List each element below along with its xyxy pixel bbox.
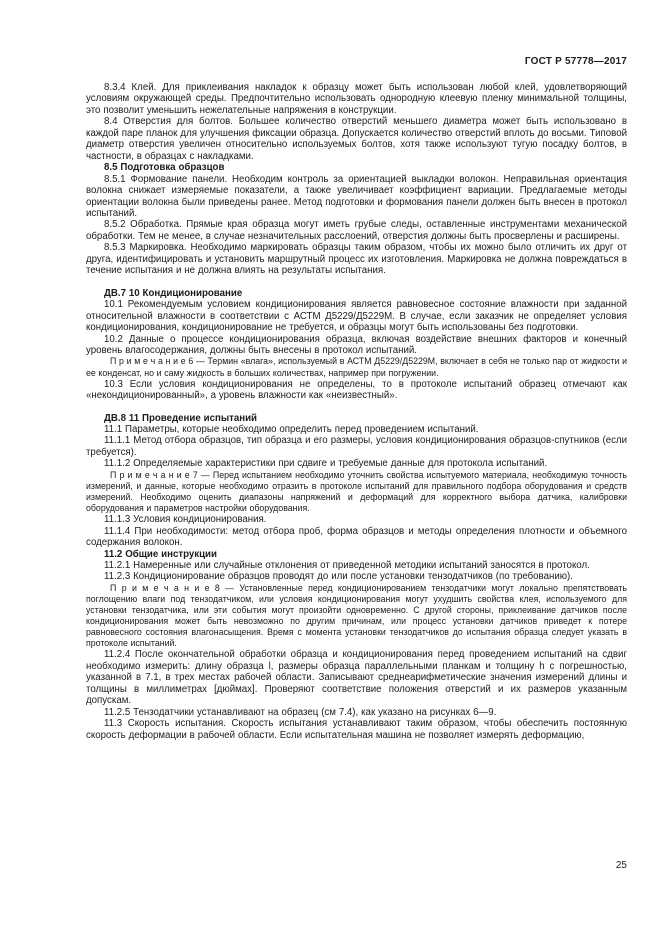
paragraph: 10.2 Данные о процессе кондиционирования образца, включая воздействие внешних факторов и конечный уровень влагосодержания, должны быть внесены в протокол испытаний. bbox=[86, 333, 627, 356]
paragraph: 11.1.2 Определяемые характеристики при сдвиге и требуемые данные для протокола испытаний. bbox=[104, 458, 548, 470]
paragraph: 8.5.1 Формование панели. Необходим контроль за ориентацией выкладки волокон. Неправильная ориентация волокна снижает измеряемые показатели, а также увеличивает коэффициент вариации. Предлагаемые методы ориентации волокна были приведены ранее. Метод подготовки и формования панели должен быть внесен в протокол испытаний. bbox=[86, 173, 627, 219]
paragraph: 11.2.1 Намеренные или случайные отклонения от приведенной методики испытаний заносятся в протокол. bbox=[104, 559, 590, 571]
page-footer bbox=[86, 860, 627, 871]
note-paragraph: П р и м е ч а н и е 6 — Термин «влага», используемый в АСТМ Д5229/Д5229М, включает в себя не только пар от жидкости и ее конденсат, но и саму жидкость в больших количествах, например при погружении. bbox=[86, 356, 627, 378]
paragraph: 8.5.2 Обработка. Прямые края образца могут иметь грубые следы, оставленные инструментами механической обработки. Тем не менее, в случае незначительных расслоений, отверстия должны быть просверлены и расширены. bbox=[86, 219, 627, 242]
standard-designation: ГОСТ Р 57778—2017 bbox=[524, 56, 627, 67]
paragraph: 11.1 Параметры, которые необходимо определить перед проведением испытаний. bbox=[104, 423, 479, 435]
paragraph: 8.4 Отверстия для болтов. Большее количество отверстий меньшего диаметра может быть использовано в каждой паре планок для улучшения фиксации образца. Допускается количество отверстий вплоть до восьми. Типовой диаметр отверстия увеличен относительно используемых болтов, хотя также используют тугую посадку болтов, в частности, в образцах с накладками. bbox=[86, 116, 627, 162]
paragraph: 11.3 Скорость испытания. Скорость испытания устанавливают таким образом, чтобы обеспечить постоянную скорость деформации в рабочей области. Если испытательная машина не позволяет измерять деформацию, bbox=[86, 718, 627, 741]
section-heading: ДВ.8 11 Проведение испытаний bbox=[104, 412, 257, 424]
paragraph: 11.2.3 Кондиционирование образцов проводят до или после установки тензодатчиков (по требованию). bbox=[104, 571, 573, 583]
section-heading: ДВ.7 10 Кондиционирование bbox=[104, 287, 243, 299]
paragraph: 11.1.1 Метод отбора образцов, тип образца и его размеры, условия кондиционирования образцов-спутников (если требуется). bbox=[86, 435, 627, 458]
paragraph: 10.1 Рекомендуемым условием кондиционирования является равновесное состояние влажности при заданной относительной влажности в соответствии с АСТМ Д5229/Д5229М. В случае, если заказчик не определяет условия кондиционирования, кондиционирование не требуется, и образцы могут быть использованы без подготовки. bbox=[86, 299, 627, 334]
paragraph: 11.1.3 Условия кондиционирования. bbox=[104, 514, 267, 526]
note-paragraph: П р и м е ч а н и е 8 — Установленные перед кондиционированием тензодатчики могут локально препятствовать поглощению влаги под тензодатчиком, или условия кондиционирования могут ухудшить свойства клея, используемого для установки тензодатчика, или эти события могут произойти одновременно. С другой стороны, приклеивание датчиков после кондиционирования может быть невозможно по другим причинам, или процесс установки датчиков приведет к потере равновесного состояния влагонасыщения. Время с момента установки тензодатчиков до испытания образца следует указать в протоколе испытаний. bbox=[86, 582, 627, 649]
paragraph: 11.2.5 Тензодатчики устанавливают на образец (см 7.4), как указано на рисунках 6—9. bbox=[104, 706, 497, 718]
paragraph: 8.5.3 Маркировка. Необходимо маркировать образцы таким образом, чтобы их можно было отличить их друг от друга, идентифицировать и установить маршрутный процесс их изготовления. Маркировка не должна повреждаться в течение испытания и не должна влиять на результаты испытания. bbox=[86, 242, 627, 277]
section-heading: 11.2 Общие инструкции bbox=[104, 548, 217, 560]
page-number: 25 bbox=[615, 860, 627, 871]
paragraph: 11.1.4 При необходимости: метод отбора проб, форма образцов и методы определения плотности и объемного содержания волокон. bbox=[86, 525, 627, 549]
page-header bbox=[86, 56, 627, 67]
paragraph: 11.2.4 После окончательной обработки образца и кондиционирования перед проведением испытаний на сдвиг необходимо измерить: длину образца l, размеры образца параллельными планкам и толщину h с погрешностью, указанной в 7.1, в трех местах рабочей области. Записывают среднеарифметические значения измерений длины и толщины в миллиметрах [дюймах]. Проверяют соответствие положения отверстий и их размеров указанным допускам. bbox=[86, 649, 627, 707]
section-heading: 8.5 Подготовка образцов bbox=[104, 162, 225, 174]
paragraph: 10.3 Если условия кондиционирования не определены, то в протоколе испытаний образец отмечают как «некондиционированный», а уровень влажности как «неизвестный». bbox=[86, 378, 627, 402]
note-paragraph: П р и м е ч а н и е 7 — Перед испытанием необходимо уточнить свойства испытуемого материала, необходимую точность измерений, и данные, которые необходимо отразить в протоколе испытаний для правильного подбора оборудования и средств измерений. Необходимо оценить диапазоны напряжений и деформаций для корректного выбора датчика, калибровки оборудования и параметров настройки оборудования. bbox=[86, 469, 627, 514]
paragraph: 8.3.4 Клей. Для приклеивания накладок к образцу может быть использован любой клей, удовлетворяющий условиям окружающей среды. Предпочтительно использовать однородную клеевую пленку минимальной толщины, это позволит уменьшить нежелательные напряжения в конструкции. bbox=[86, 82, 627, 116]
document-body bbox=[86, 82, 627, 741]
